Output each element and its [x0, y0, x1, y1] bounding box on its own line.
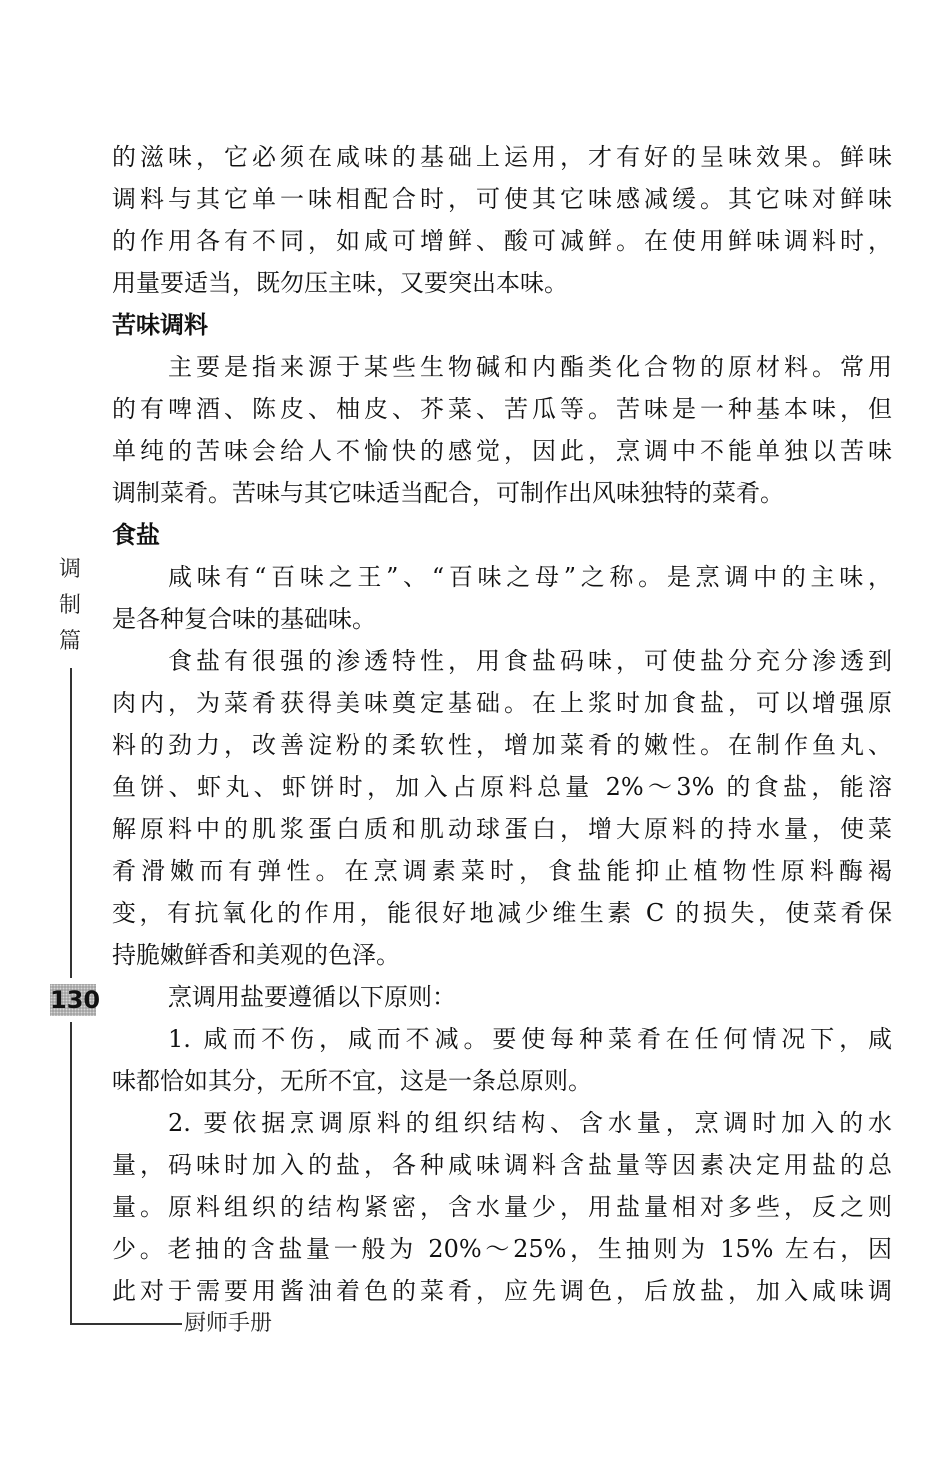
- footer-book-title: 厨师手册: [184, 1311, 273, 1336]
- text-line: 1. 咸而不伤，咸而不减。要使每种菜肴在任何情况下，咸: [168, 1025, 892, 1053]
- text-line: 持脆嫩鲜香和美观的色泽。: [112, 941, 400, 969]
- side-chapter-label: [56, 552, 84, 660]
- text-line: 肉内，为菜肴获得美味奠定基础。在上浆时加食盐，可以增强原: [112, 689, 892, 717]
- text-line: 味都恰如其分，无所不宜，这是一条总原则。: [112, 1067, 592, 1095]
- text-line: 食盐有很强的渗透特性，用食盐码味，可使盐分充分渗透到: [168, 647, 892, 675]
- text-line: 解原料中的肌浆蛋白质和肌动球蛋白，增大原料的持水量，使菜: [112, 815, 892, 843]
- text-line: 咸味有“百味之王”、“百味之母”之称。是烹调中的主味，: [168, 563, 892, 591]
- text-line: 量，码味时加入的盐，各种咸味调料含盐量等因素决定用盐的总: [112, 1151, 892, 1179]
- text-line: 主要是指来源于某些生物碱和内酯类化合物的原材料。常用: [168, 353, 892, 381]
- text-line: 的滋味，它必须在咸味的基础上运用，才有好的呈味效果。鲜味: [112, 143, 892, 171]
- margin-rule-lower: [70, 1022, 72, 1324]
- text-line: 的有啤酒、陈皮、柚皮、芥菜、苦瓜等。苦味是一种基本味，但: [112, 395, 892, 423]
- text-line: 2. 要依据烹调原料的组织结构、含水量，烹调时加入的水: [168, 1109, 892, 1137]
- section-heading-salt: 食盐: [112, 521, 160, 549]
- text-line: 量。原料组织的结构紧密，含水量少，用盐量相对多些，反之则: [112, 1193, 892, 1221]
- text-line: 烹调用盐要遵循以下原则：: [168, 983, 456, 1011]
- text-line: 用量要适当，既勿压主味，又要突出本味。: [112, 269, 568, 297]
- text-line: 鱼饼、虾丸、虾饼时，加入占原料总量 2%～3% 的食盐，能溶: [112, 773, 892, 801]
- text-line: 变，有抗氧化的作用，能很好地减少维生素 C 的损失，使菜肴保: [112, 899, 892, 927]
- text-line: 调制菜肴。苦味与其它味适当配合，可制作出风味独特的菜肴。: [112, 479, 784, 507]
- section-heading-bitter: 苦味调料: [112, 311, 208, 339]
- text-line: 是各种复合味的基础味。: [112, 605, 376, 633]
- text-line: 的作用各有不同，如咸可增鲜、酸可减鲜。在使用鲜味调料时，: [112, 227, 892, 255]
- footer-rule: [70, 1323, 182, 1325]
- text-line: 肴滑嫩而有弹性。在烹调素菜时，食盐能抑止植物性原料酶褐: [112, 857, 892, 885]
- text-line: 少。老抽的含盐量一般为 20%～25%，生抽则为 15% 左右，因: [112, 1235, 892, 1263]
- page-number: 130: [50, 986, 101, 1014]
- text-line: 调料与其它单一味相配合时，可使其它味感减缓。其它味对鲜味: [112, 185, 892, 213]
- side-chapter-char: 调: [58, 557, 81, 582]
- side-chapter-char: 制: [58, 593, 81, 618]
- margin-rule-upper: [70, 668, 72, 978]
- text-line: 单纯的苦味会给人不愉快的感觉，因此，烹调中不能单独以苦味: [112, 437, 892, 465]
- side-chapter-char: 篇: [58, 629, 81, 654]
- text-line: 料的劲力，改善淀粉的柔软性，增加菜肴的嫩性。在制作鱼丸、: [112, 731, 892, 759]
- text-line: 此对于需要用酱油着色的菜肴，应先调色，后放盐，加入咸味调: [112, 1277, 892, 1305]
